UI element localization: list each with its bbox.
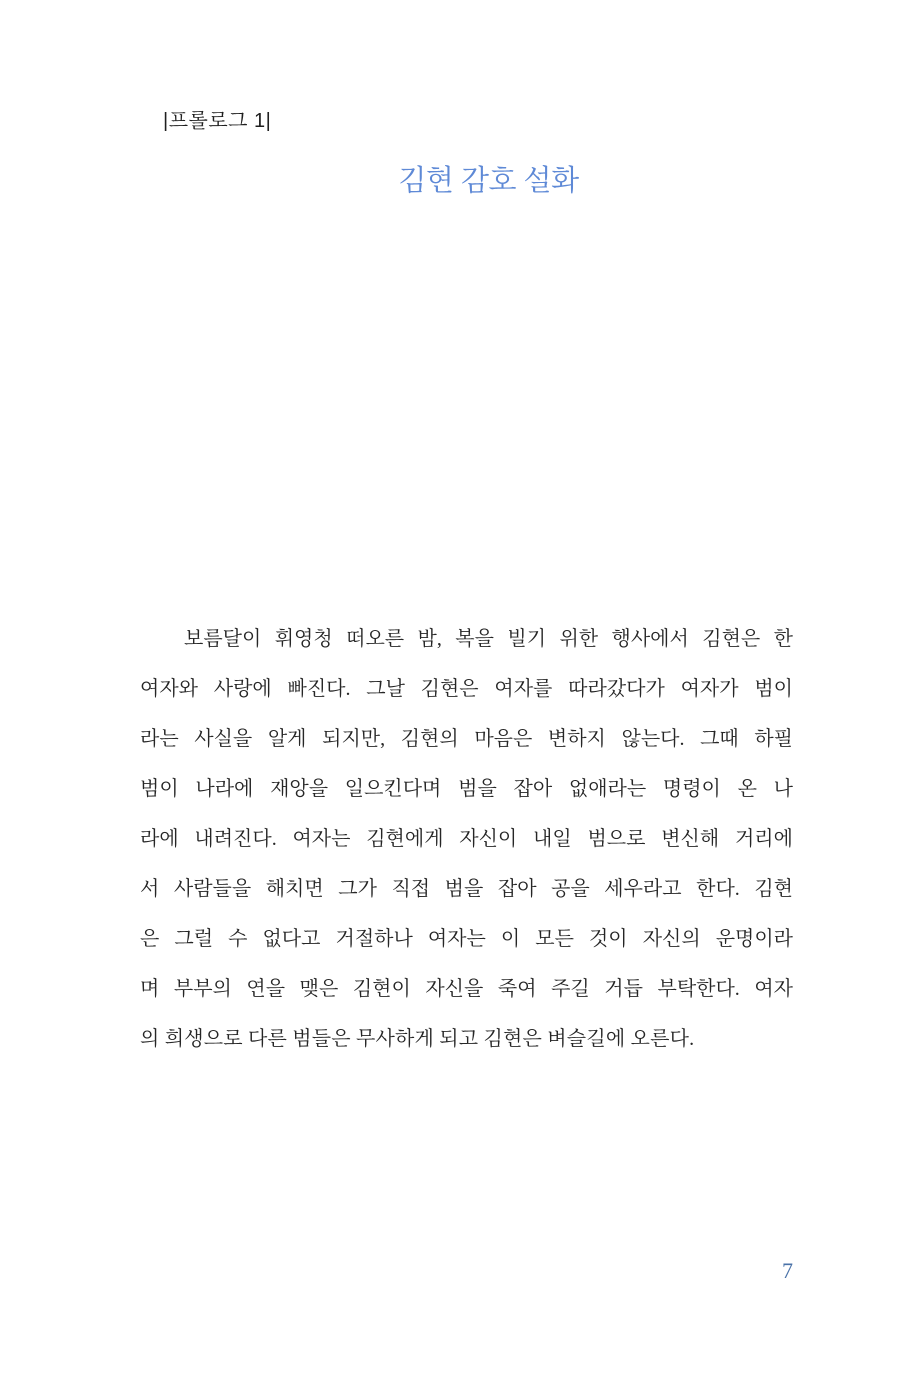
paragraph-line: 라에 내려진다. 여자는 김현에게 자신이 내일 범으로 변신해 거리에 [140, 828, 793, 850]
prologue-label: |프롤로그 1| [163, 110, 272, 132]
paragraph-line: 보름달이 휘영청 떠오른 밤, 복을 빌기 위한 행사에서 김현은 한 [184, 628, 793, 650]
paragraph-line: 의 희생으로 다른 범들은 무사하게 되고 김현은 벼슬길에 오른다. [140, 1028, 695, 1050]
paragraph-line: 서 사람들을 해치면 그가 직접 범을 잡아 공을 세우라고 한다. 김현 [140, 878, 793, 900]
paragraph-line: 며 부부의 연을 맺은 김현이 자신을 죽여 주길 거듭 부탁한다. 여자 [140, 978, 793, 1000]
chapter-title: 김현 감호 설화 [398, 165, 579, 197]
paragraph-line: 라는 사실을 알게 되지만, 김현의 마음은 변하지 않는다. 그때 하필 [140, 728, 793, 750]
paragraph-line: 여자와 사랑에 빠진다. 그날 김현은 여자를 따라갔다가 여자가 범이 [140, 678, 793, 700]
paragraph-line: 은 그럴 수 없다고 거절하나 여자는 이 모든 것이 자신의 운명이라 [140, 928, 793, 950]
page-number: 7 [782, 1258, 793, 1283]
paragraph-line: 범이 나라에 재앙을 일으킨다며 범을 잡아 없애라는 명령이 온 나 [140, 778, 793, 800]
story-paragraph [140, 614, 793, 1064]
